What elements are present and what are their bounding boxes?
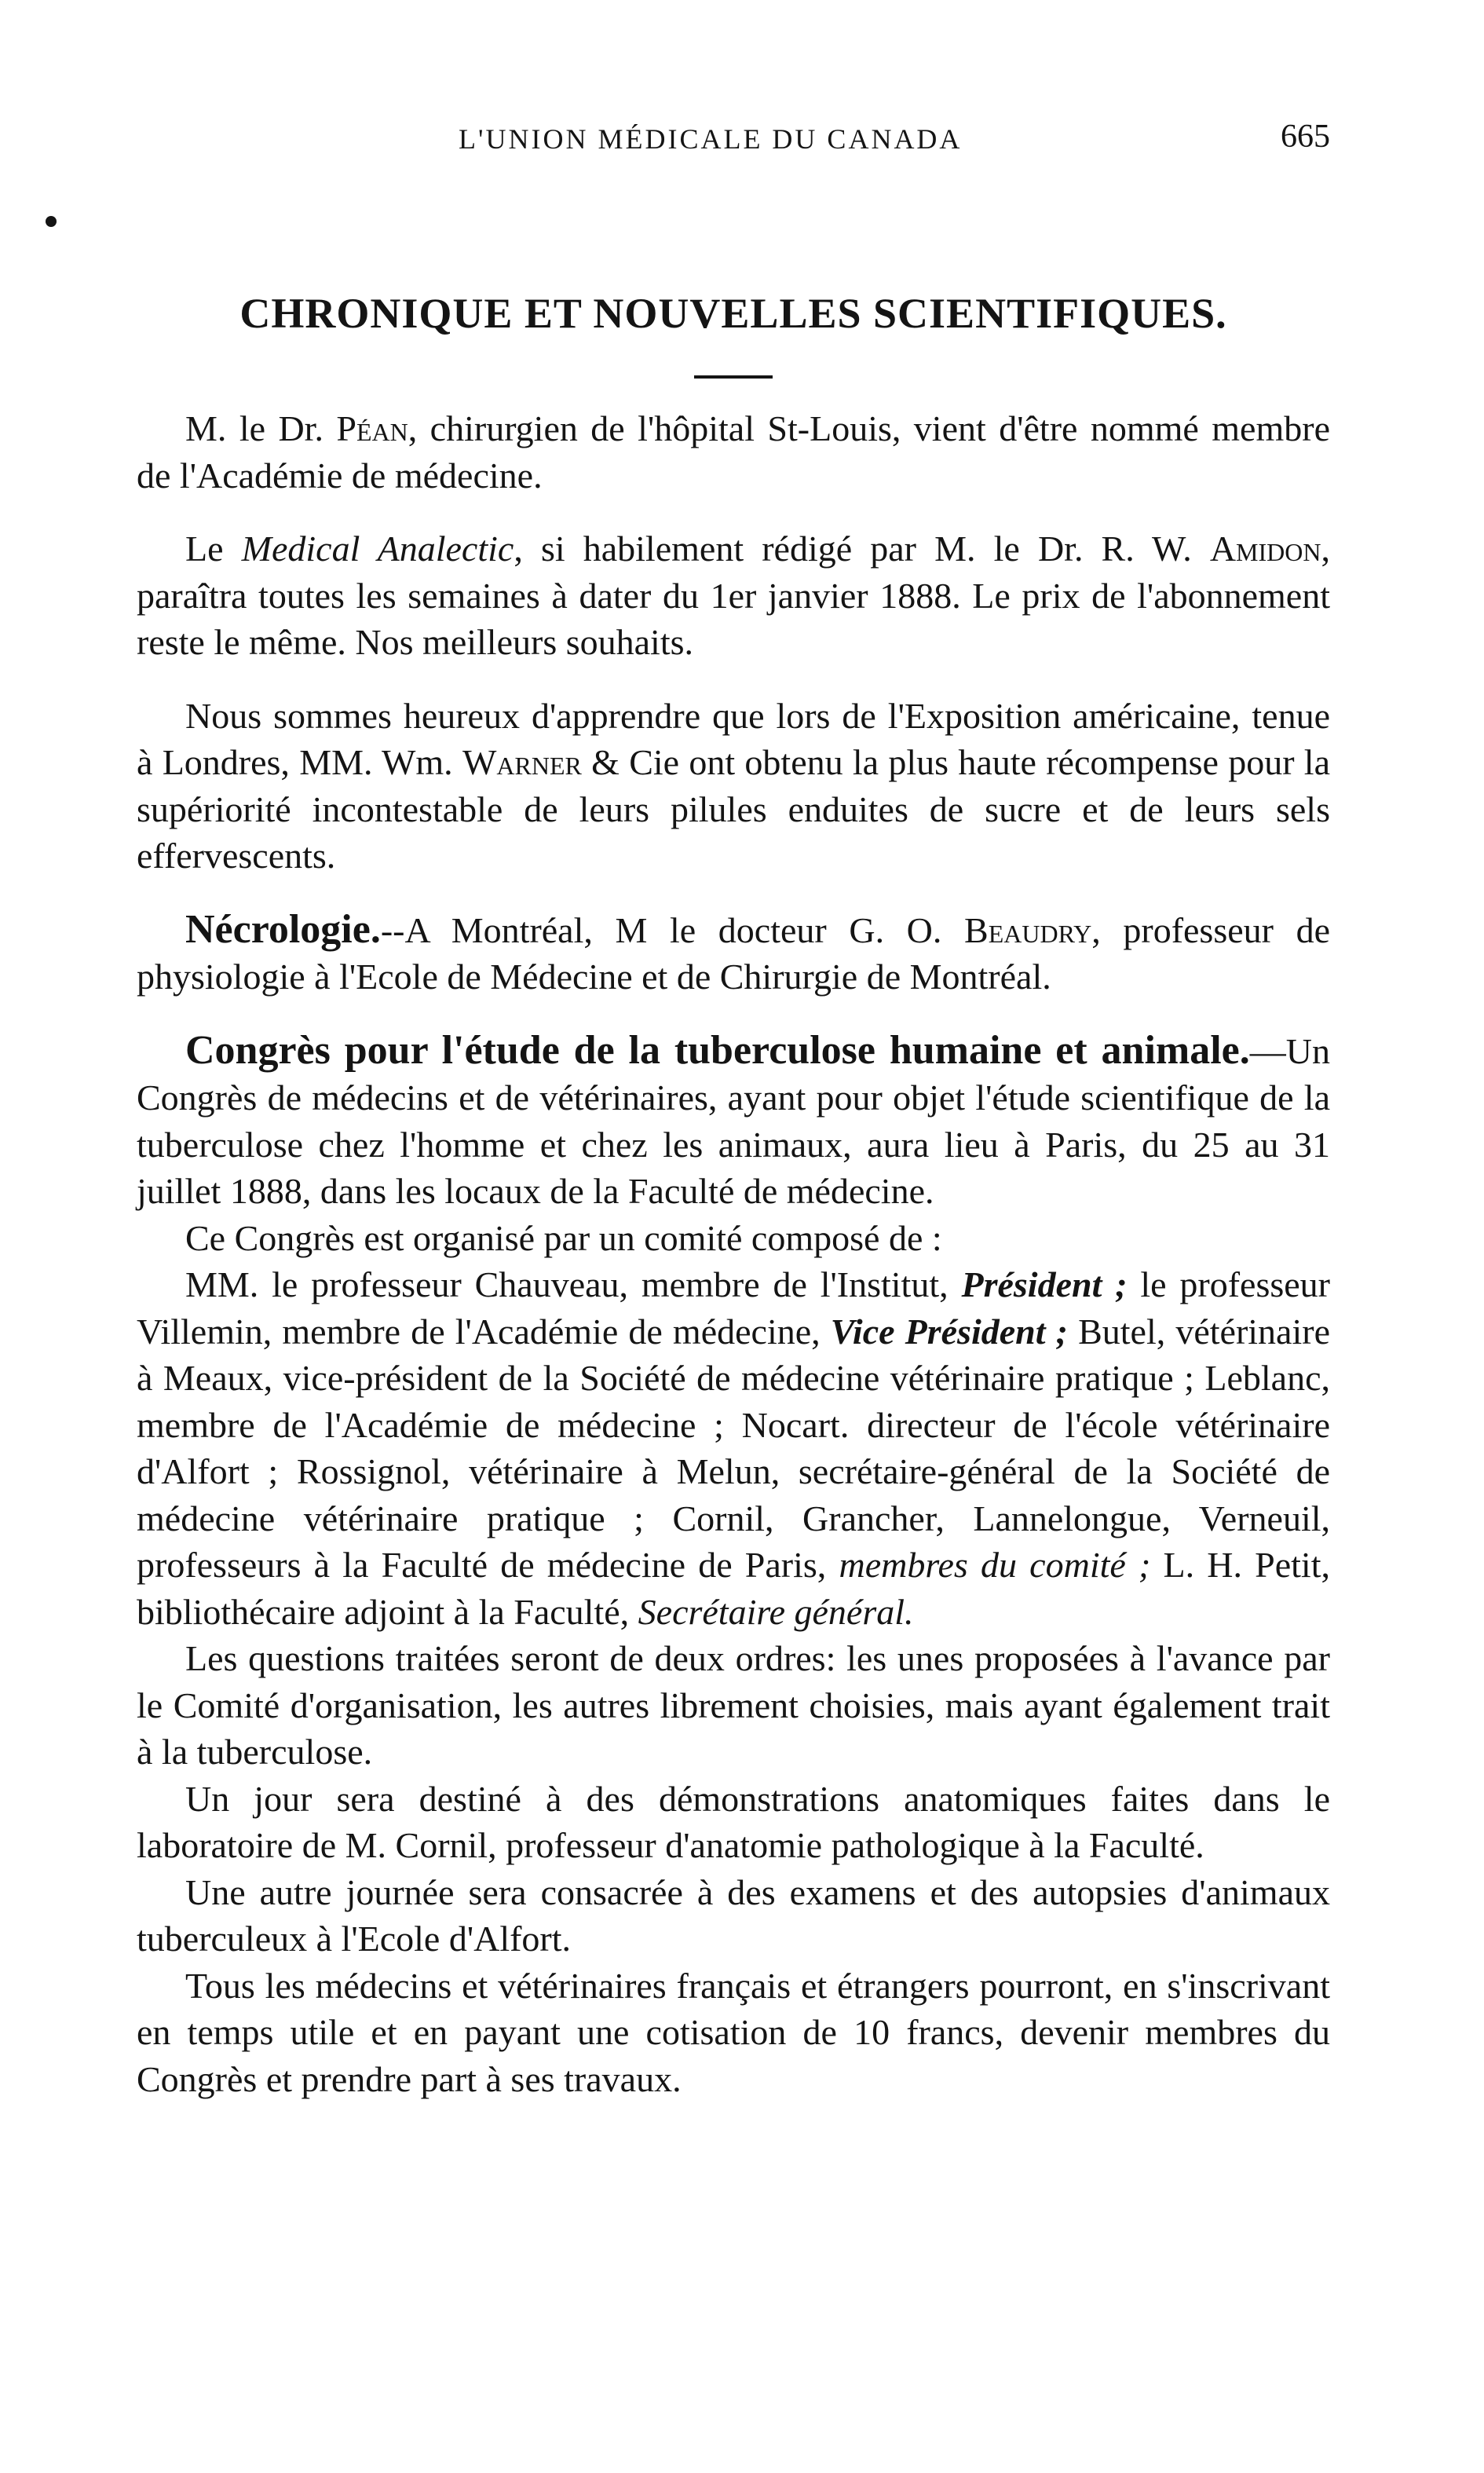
paragraph-questions: Les questions traitées seront de deux ordres: les unes proposées à l'avance par le Comité d'organisation, les autres librement choisies, mais ayant également trait à la tuberculose.: [137, 1638, 1330, 1772]
role-membres-du-comite: membres du comité ;: [839, 1545, 1151, 1585]
text-run: , chirurgien de l'hôpital St-Louis, vient d'être nommé membre de l'Académie de médecine.: [137, 408, 1330, 496]
text-run: , si habilement rédigé par M. le Dr. R. W.: [514, 529, 1210, 569]
text-run: —Un Congrès de médecins et de vétérinaires, ayant pour objet l'étude scientifique de la tuberculose chez l'homme et chez les animaux, aura lieu à Paris, du 25 au 31 juillet 1888, dans les locaux de la Faculté de médecine.: [137, 1030, 1330, 1211]
text-run: L. H. Petit, bibliothécaire adjoint à la Faculté,: [137, 1545, 1330, 1632]
journal-title: L'UNION MÉDICALE DU CANADA: [459, 123, 963, 155]
text-run: MM. le professeur Chauveau, membre de l'Institut,: [185, 1264, 962, 1304]
paragraph-necrologie: [137, 906, 1330, 1001]
paragraph-comite: Ce Congrès est organisé par un comité composé de :: [185, 1217, 942, 1258]
text-run: , professeur de physiologie à l'Ecole de Médecine et de Chirurgie de Montréal.: [137, 909, 1330, 997]
surname-beaudry: Beaudry: [964, 909, 1092, 950]
document-page: [137, 118, 1330, 2102]
surname-pean: Péan: [336, 408, 408, 448]
section-title: CHRONIQUE ET NOUVELLES SCIENTIFIQUES.: [239, 290, 1227, 337]
running-header: [137, 118, 1330, 165]
title-rule: [694, 375, 773, 379]
paragraph-congres: [137, 1027, 1330, 1215]
text-run: Nous sommes heureux d'apprendre que lors de l'Exposition américaine, tenue à Londres, MM. Wm.: [137, 695, 1330, 782]
text-run: & Cie ont obtenu la plus haute récompense pour la supériorité incontestable de leurs pilules enduites de sucre et de leurs sels effervescents.: [137, 742, 1330, 876]
paragraph-exposition: [137, 693, 1330, 880]
surname-amidon: Amidon: [1209, 529, 1321, 569]
journal-name-italic: Medical Analectic: [241, 529, 514, 569]
paragraph-demonstrations: Un jour sera destiné à des démonstrations anatomiques faites dans le laboratoire de M. Cornil, professeur d'anatomie pathologique à la Faculté.: [137, 1778, 1330, 1865]
text-run: --A Montréal, M le docteur G. O.: [380, 909, 965, 950]
text-run: Le: [185, 529, 242, 569]
role-vice-president: Vice Président ;: [830, 1311, 1068, 1352]
paragraph-membres: [137, 1261, 1330, 1635]
text-run: , paraîtra toutes les semaines à dater du 1er janvier 1888. Le prix de l'abonnement reste le même. Nos meilleurs souhaits.: [137, 529, 1330, 662]
paragraph-inscription: Tous les médecins et vétérinaires français et étrangers pourront, en s'inscrivant en temps utile et en payant une cotisation de 10 francs, devenir membres du Congrès et prendre part à ses travaux.: [137, 1965, 1330, 2099]
role-secretaire-general: Secrétaire général.: [638, 1591, 914, 1632]
run-in-heading-congres: Congrès pour l'étude de la tuberculose humaine et animale.: [185, 1027, 1250, 1073]
paragraph-pean: [137, 405, 1330, 499]
run-in-heading-necrologie: Nécrologie.: [185, 906, 381, 952]
margin-dot: [46, 216, 57, 227]
role-president: Président ;: [961, 1264, 1128, 1304]
paragraph-autopsies: Une autre journée sera consacrée à des examens et des autopsies d'animaux tuberculeux à l'Ecole d'Alfort.: [137, 1871, 1330, 1959]
page-number: 665: [1281, 119, 1330, 155]
surname-warner: Warner: [462, 742, 582, 782]
text-run: le professeur Villemin, membre de l'Académie de médecine,: [137, 1264, 1330, 1352]
text-run: M. le Dr.: [185, 408, 337, 448]
paragraph-medical-analectic: [137, 525, 1330, 666]
text-run: Butel, vétérinaire à Meaux, vice-président de la Société de médecine vétérinaire pratique ; Leblanc, membre de l'Académie de médecine ; Nocart. directeur de l'école vétérinaire d'Alfort ; Rossignol, vétérinaire à Melun, secrétaire-général de la Société de médecine vétérinaire pratique ; Cornil, Grancher, Lannelongue, Verneuil, professeurs à la Faculté de médecine de Paris,: [137, 1311, 1330, 1585]
